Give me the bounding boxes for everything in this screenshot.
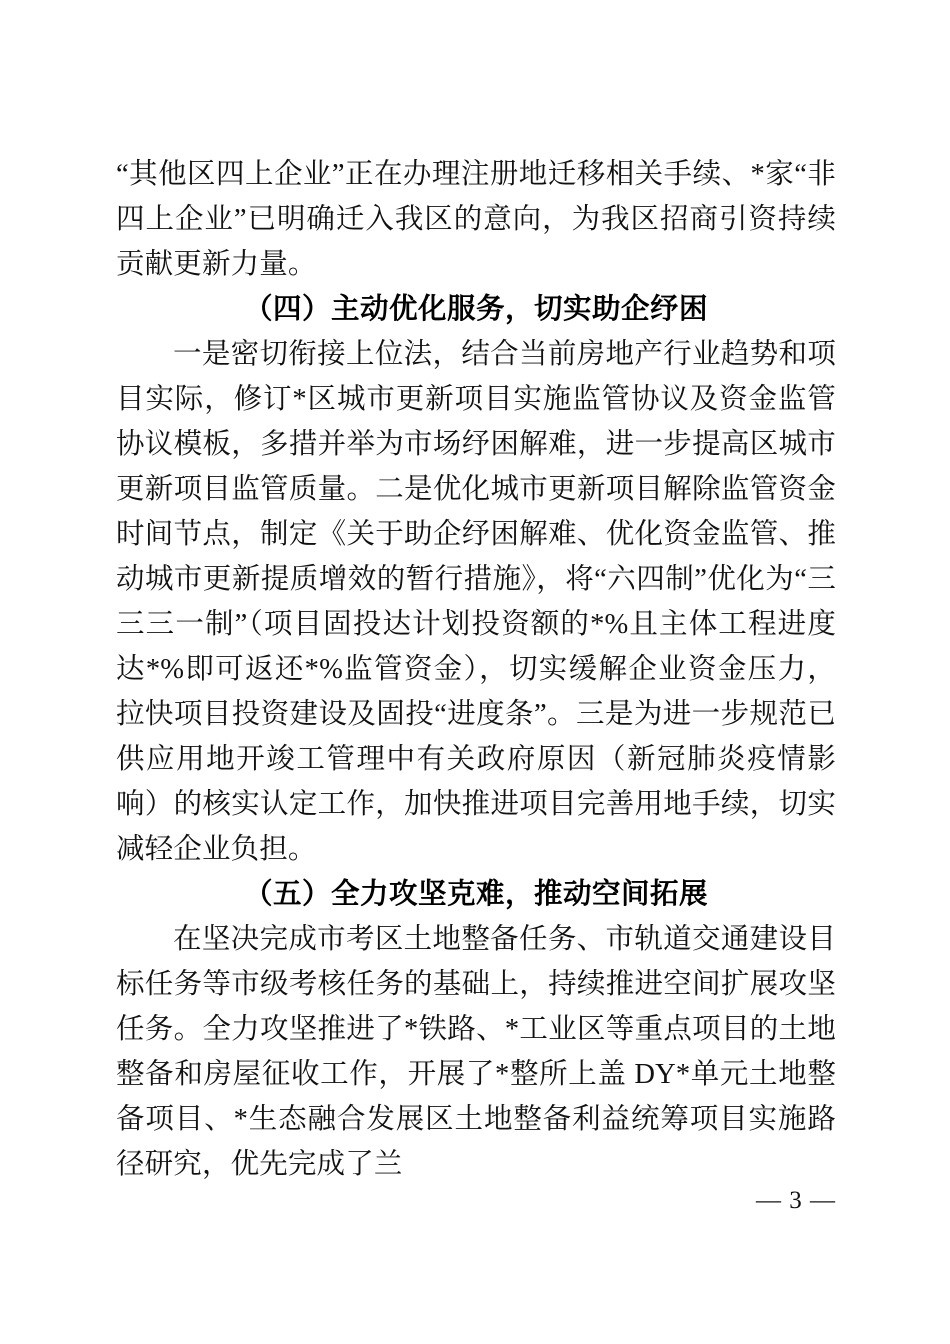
page-body bbox=[116, 152, 836, 1187]
section-heading-five: （五）全力攻坚克难，推动空间拓展 bbox=[244, 879, 709, 910]
paragraph-section-five-body: 在坚决完成市考区土地整备任务、市轨道交通建设目标任务等市级考核任务的基础上，持续推进空间扩展攻坚任务。全力攻坚推进了*铁路、*工业区等重点项目的土地整备和房屋征收工作，开展了*整所上盖 DY*单元土地整备项目、*生态融合发展区土地整备利益统筹项目实施路径研究，优先完成了兰 bbox=[116, 924, 836, 1180]
paragraph-section-four-body: 一是密切衔接上位法，结合当前房地产行业趋势和项目实际，修订*区城市更新项目实施监管协议及资金监管协议模板，多措并举为市场纾困解难，进一步提高区城市更新项目监管质量。二是优化城市更新项目解除监管资金时间节点，制定《关于助企纾困解难、优化资金监管、推动城市更新提质增效的暂行措施》，将“六四制”优化为“三三三一制”（项目固投达计划投资额的*%且主体工程进度达*%即可返还*%监管资金），切实缓解企业资金压力，拉快项目投资建设及固投“进度条”。三是为进一步规范已供应用地开竣工管理中有关政府原因（新冠肺炎疫情影响）的核实认定工作，加快推进项目完善用地手续，切实减轻企业负担。 bbox=[116, 339, 836, 865]
page-number: — 3 — bbox=[756, 1187, 836, 1214]
paragraph-continuation: “其他区四上企业”正在办理注册地迁移相关手续、*家“非四上企业”已明确迁入我区的意向，为我区招商引资持续贡献更新力量。 bbox=[116, 159, 836, 280]
page-footer bbox=[116, 1186, 836, 1216]
section-heading-four: （四）主动优化服务，切实助企纾困 bbox=[244, 294, 709, 325]
